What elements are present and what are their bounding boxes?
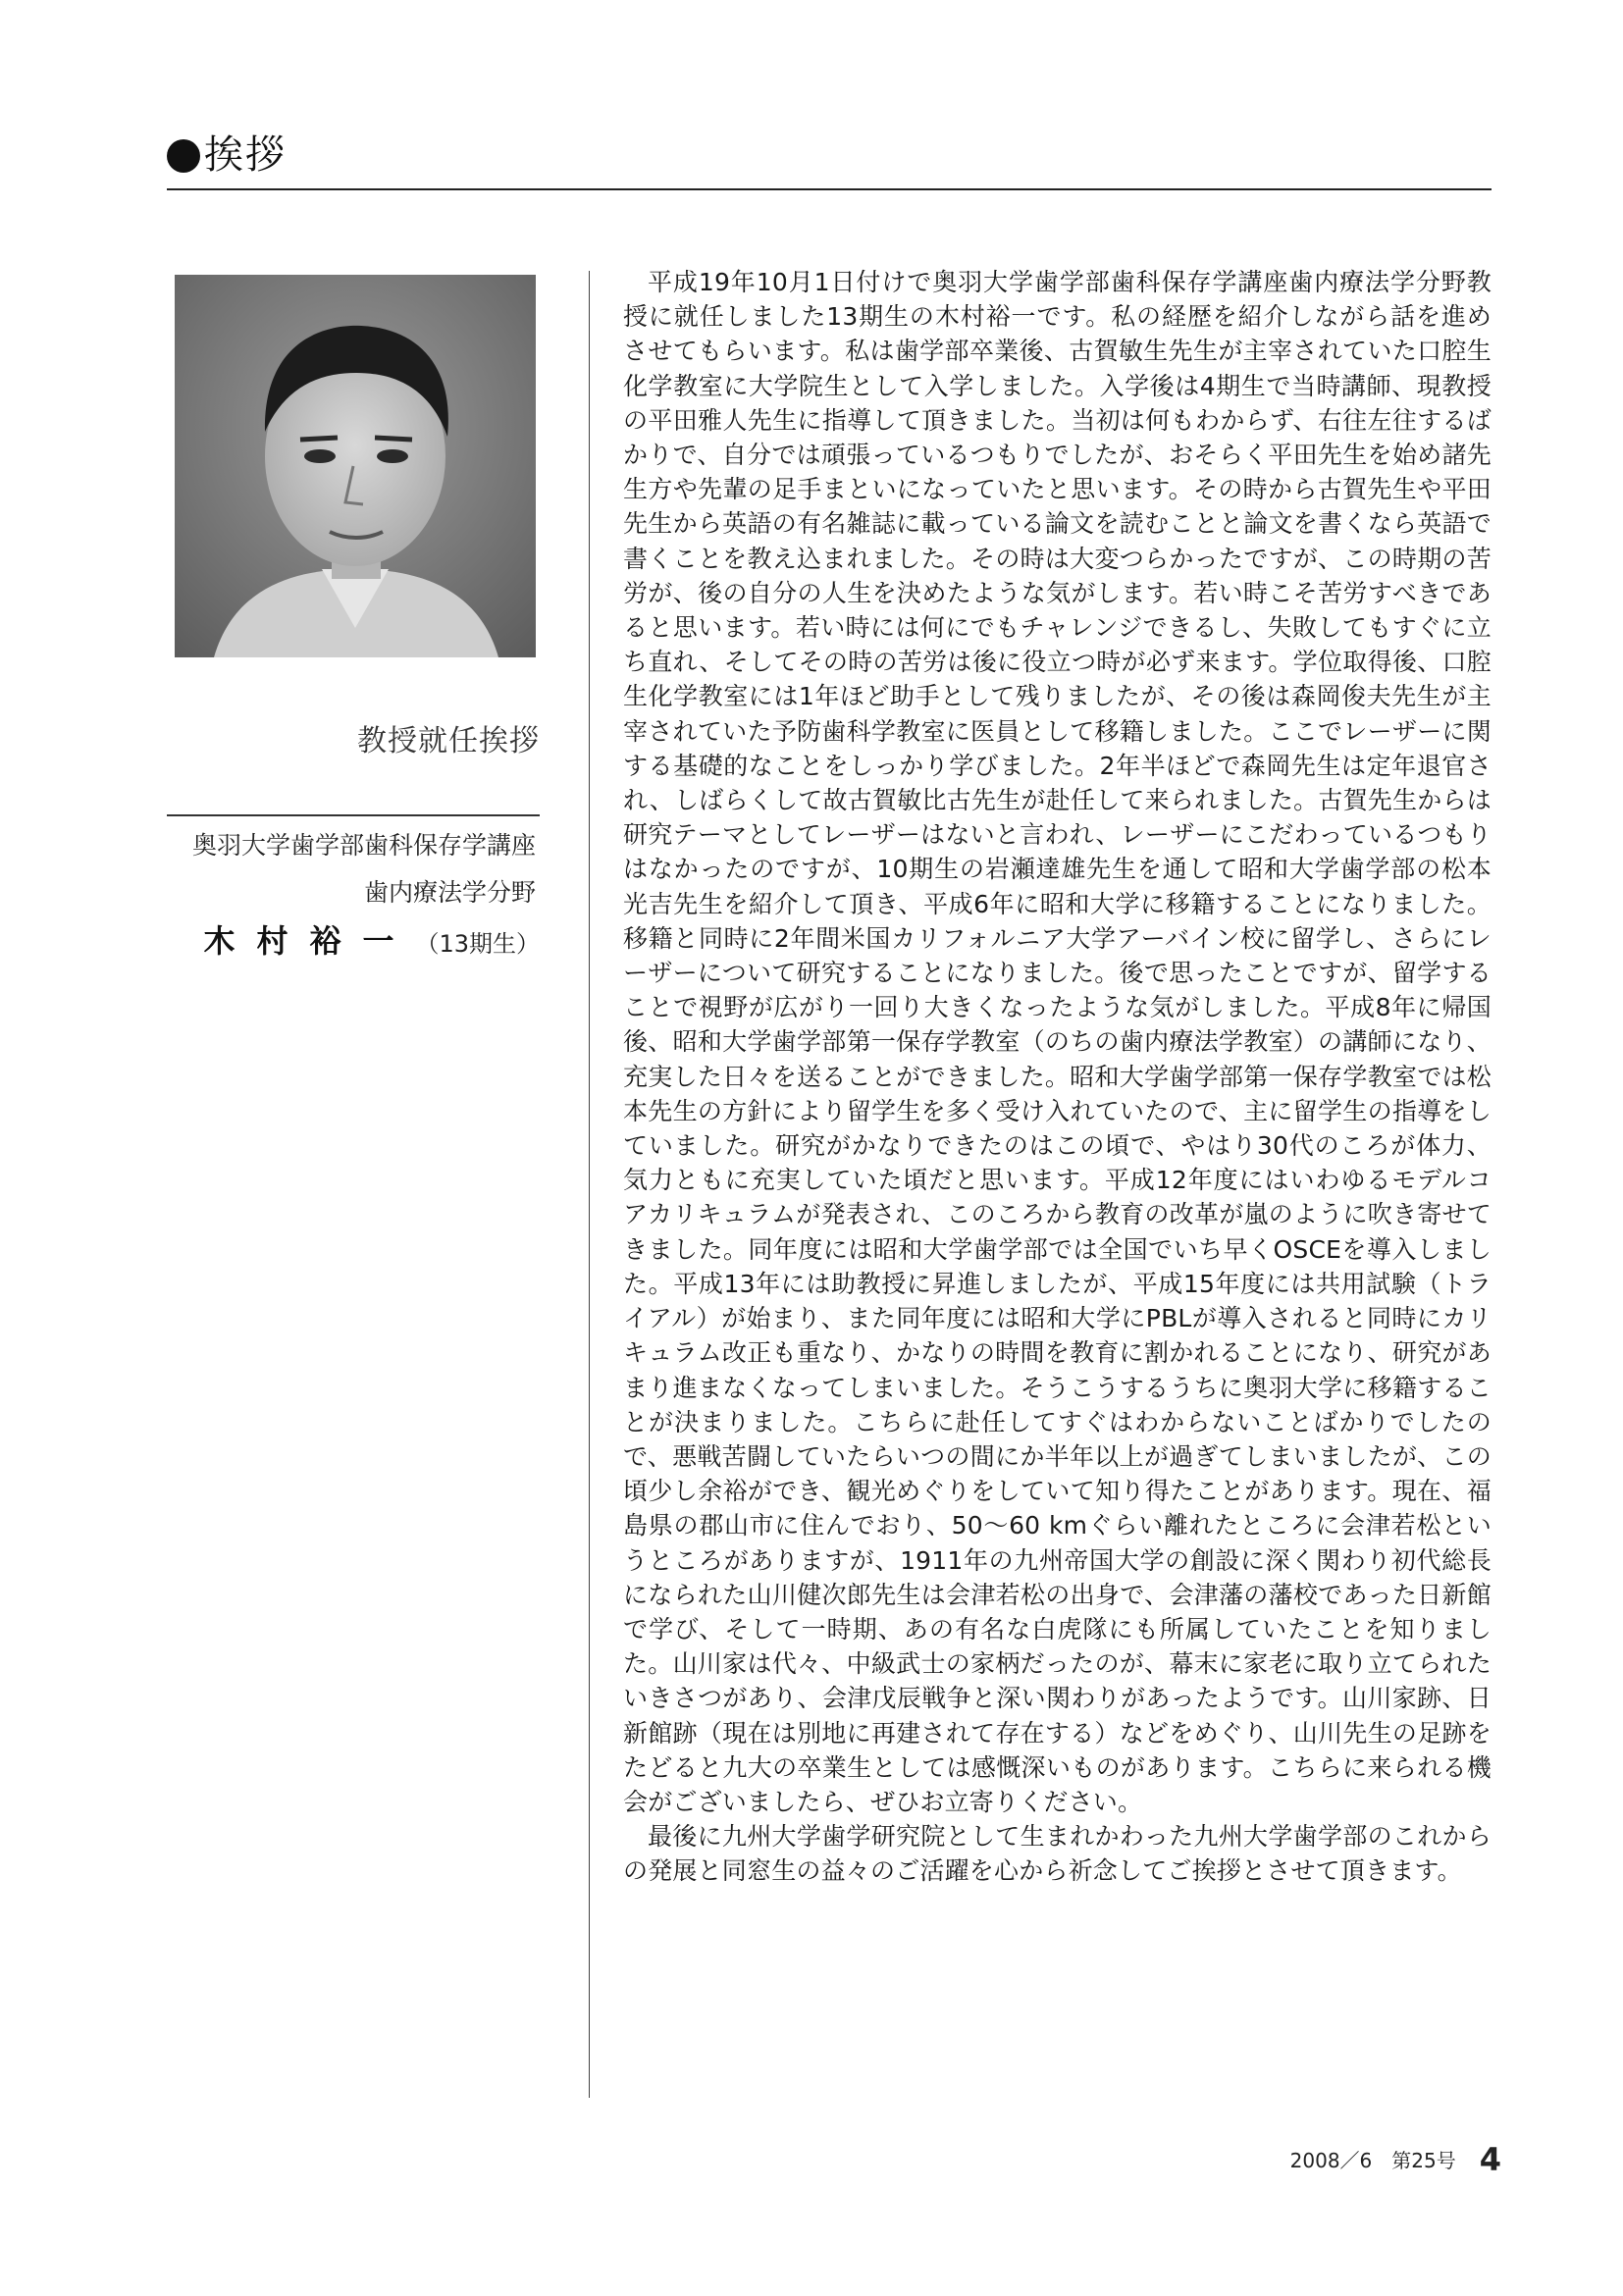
article-body (623, 265, 1492, 1889)
paragraph: 最後に九州大学歯学研究院として生まれかわった九州大学歯学部のこれからの発展と同窓生の益々のご活躍を心から祈念してご挨拶とさせて頂きます。 (623, 1822, 1492, 1886)
article-subject: 教授就任挨拶 (357, 724, 540, 758)
page-number: 4 (1479, 2141, 1501, 2178)
bullet-circle-icon (167, 139, 200, 173)
section-header (167, 128, 1492, 190)
author-generation: （13期生） (415, 930, 540, 958)
issue-label: 2008／6 第25号 (1289, 2149, 1456, 2172)
section-title: 挨拶 (204, 132, 287, 178)
portrait-image (175, 275, 536, 657)
column-divider (589, 271, 590, 2098)
author-name-row (203, 916, 540, 962)
affiliation-line-2: 歯内療法学分野 (363, 878, 536, 907)
page-footer (1290, 2141, 1501, 2178)
author-name: 木村裕一 (203, 922, 416, 960)
paragraph: 平成19年10月1日付けで奥羽大学歯学部歯科保存学講座歯内療法学分野教授に就任しました13期生の木村裕一です。私の経歴を紹介しながら話を進めさせてもらいます。私は歯学部卒業後、古賀敏生先生が主宰されていた口腔生化学教室に大学院生として入学しました。入学後は4期生で当時講師、現教授の平田雅人先生に指導して頂きました。当初は何もわからず、右往左往するばかりで、自分では頑張っているつもりでしたが、おそらく平田先生を始め諸先生方や先輩の足手まといになっていたと思います。その時から古賀先生や平田先生から英語の有名雑誌に載っている論文を読むことと論文を書くなら英語で書くことを教え込まれました。その時は大変つらかったですが、この時期の苦労が、後の自分の人生を決めたような気がします。若い時こそ苦労すべきであると思います。若い時には何にでもチャレンジできるし、失敗してもすぐに立ち直れ、そしてその時の苦労は後に役立つ時が必ず来ます。学位取得後、口腔生化学教室には1年ほど助手として残りましたが、その後は森岡俊夫先生が主宰されていた予防歯科学教室に医員として移籍しました。ここでレーザーに関する基礎的なことをしっかり学びました。2年半ほどで森岡先生は定年退官され、しばらくして故古賀敏比古先生が赴任して来られました。古賀先生からは研究テーマとしてレーザーはないと言われ、レーザーにこだわっているつもりはなかったのですが、10期生の岩瀬達雄先生を通して昭和大学歯学部の松本光吉先生を紹介して頂き、平成6年に昭和大学に移籍することになりました。移籍と同時に2年間米国カリフォルニア大学アーバイン校に留学し、さらにレーザーについて研究することになりました。後で思ったことですが、留学することで視野が広がり一回り大きくなったような気がしました。平成8年に帰国後、昭和大学歯学部第一保存学教室（のちの歯内療法学教室）の講師になり、充実した日々を送ることができました。昭和大学歯学部第一保存学教室では松本先生の方針により留学生を多く受け入れていたので、主に留学生の指導をしていました。研究がかなりできたのはこの頃で、やはり30代のころが体力、気力ともに充実していた頃だと思います。平成12年度にはいわゆるモデルコアカリキュラムが発表され、このころから教育の改革が嵐のように吹き寄せてきました。同年度には昭和大学歯学部では全国でいち早くOSCEを導入しました。平成13年には助教授に昇進しましたが、平成15年度には共用試験（トライアル）が始まり、また同年度には昭和大学にPBLが導入されると同時にカリキュラム改正も重なり、かなりの時間を教育に割かれることになり、研究があまり進まなくなってしまいました。そうこうするうちに奥羽大学に移籍することが決まりました。こちらに赴任してすぐはわからないことばかりでしたので、悪戦苦闘していたらいつの間にか半年以上が過ぎてしまいましたが、この頃少し余裕ができ、観光めぐりをしていて知り得たことがあります。現在、福島県の郡山市に住んでおり、50〜60 kmぐらい離れたところに会津若松というところがありますが、1911年の九州帝国大学の創設に深く関わり初代総長になられた山川健次郎先生は会津若松の出身で、会津藩の藩校であった日新館で学び、そして一時期、あの有名な白虎隊にも所属していたことを知りました。山川家は代々、中級武士の家柄だったのが、幕末に家老に取り立てられたいきさつがあり、会津戊辰戦争と深い関わりがあったようです。山川家跡、日新館跡（現在は別地に再建されて存在する）などをめぐり、山川先生の足跡をたどると九大の卒業生としては感慨深いものがあります。こちらに来られる機会がございましたら、ぜひお立寄りください。 (623, 268, 1492, 1816)
sidebar-divider (167, 814, 540, 816)
affiliation-line-1: 奥羽大学歯学部歯科保存学講座 (191, 831, 536, 860)
author-portrait (175, 275, 536, 657)
